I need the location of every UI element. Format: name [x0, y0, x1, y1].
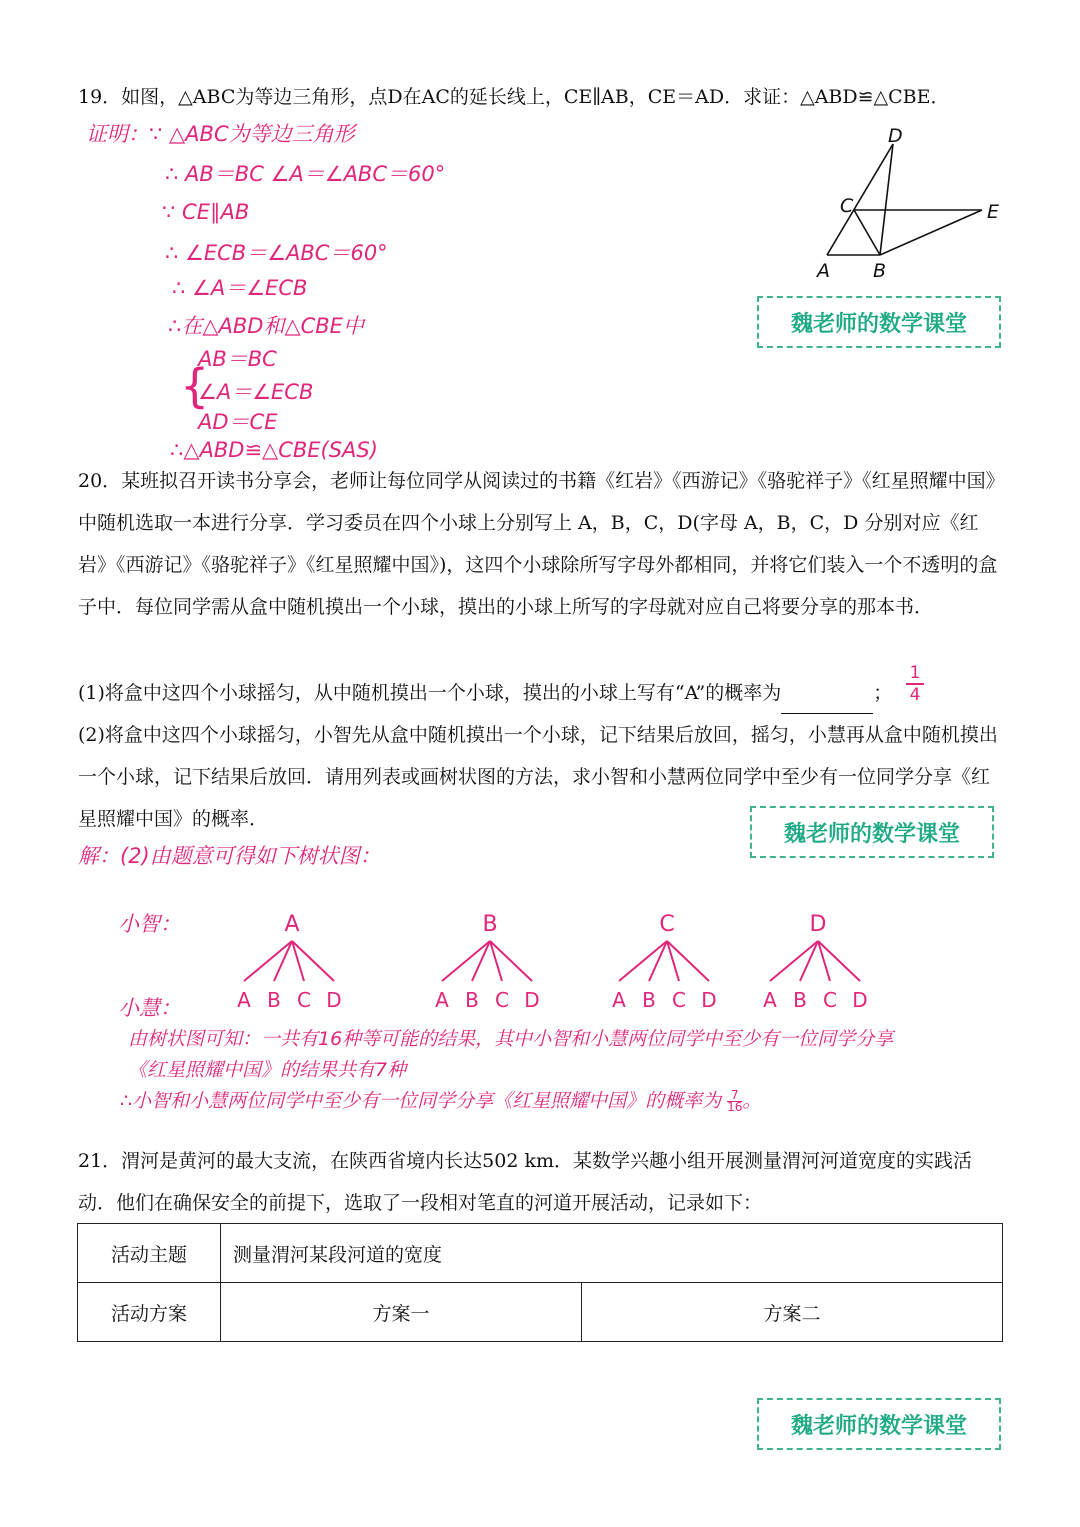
- tree-leaf-b: B: [642, 988, 656, 1012]
- tree-branch: [472, 941, 490, 981]
- q20-part1: [78, 672, 1003, 714]
- segment-ad: [827, 144, 893, 255]
- tree-leaf-b: B: [465, 988, 479, 1012]
- tree-root-c: C: [659, 912, 675, 937]
- proof-line-9: AD＝CE: [198, 410, 278, 434]
- segment-bd: [880, 144, 893, 255]
- label-a: A: [817, 260, 830, 282]
- proof-line-5: ∴ ∠A＝∠ECB: [172, 276, 308, 300]
- tree-branch: [800, 941, 818, 981]
- tree-leaf-c: C: [672, 988, 686, 1012]
- tree-leaf-a: A: [237, 988, 251, 1012]
- proof-line-7: AB＝BC: [198, 347, 277, 371]
- answer-blank: [781, 691, 873, 714]
- watermark-badge: 魏老师的数学课堂: [757, 1398, 1001, 1450]
- proof-line-2: ∴ AB＝BC ∠A＝∠ABC＝60°: [165, 162, 446, 186]
- conclusion-line-3-text: ∴小智和小慧两位同学中至少有一位同学分享《红星照耀中国》的概率为: [120, 1090, 722, 1112]
- conclusion-line-2: 《红星照耀中国》的结果共有7种: [128, 1059, 407, 1081]
- activity-table: [77, 1223, 1003, 1342]
- tree-label-xiaozhi: 小智：: [118, 912, 181, 936]
- tree-branch: [770, 941, 818, 981]
- tree-leaf-b: B: [267, 988, 281, 1012]
- answer1-denominator: 4: [909, 685, 921, 705]
- tree-branch: [274, 941, 292, 981]
- proof-line-4: ∴ ∠ECB＝∠ABC＝60°: [165, 241, 388, 265]
- table-plan-two: 方案二: [582, 1283, 1003, 1342]
- q19-text: 19．如图，△ABC为等边三角形，点D在AC的延长线上，CE∥AB，CE＝AD．求证：△ABD≌△CBE．: [78, 86, 950, 108]
- q21-text: 21．渭河是黄河的最大支流，在陕西省境内长达502 km．某数学兴趣小组开展测量渭河河道宽度的实践活动．他们在确保安全的前提下，选取了一段相对笔直的河道开展活动，记录如下：: [78, 1150, 973, 1214]
- tree-root-a: A: [284, 912, 300, 937]
- proof-line-6: ∴在△ABD和△CBE中: [168, 314, 364, 338]
- tree-leaf-d: D: [701, 988, 717, 1012]
- solution-intro: 解：(2)由题意可得如下树状图：: [78, 844, 381, 868]
- proof-line-8: ∠A＝∠ECB: [198, 380, 314, 404]
- conclusion-line-3: ∴小智和小慧两位同学中至少有一位同学分享《红星照耀中国》的概率为 $\frac{7}{16}$ 。: [120, 1088, 762, 1114]
- answer2-fraction: [727, 1090, 742, 1113]
- tree-branch: [442, 941, 490, 981]
- tree-leaf-a: A: [763, 988, 777, 1012]
- table-plan-one: 方案一: [221, 1283, 582, 1342]
- label-b: B: [873, 260, 887, 282]
- q20-part2: (2)将盒中这四个小球摇匀，小智先从盒中随机摸出一个小球，记下结果后放回，摇匀，小慧再从盒中随机摸出一个小球，记下结果后放回．请用列表或画树状图的方法，求小智和小慧两位同学中至少有一位同学分享《红星照耀中国》的概率．: [78, 724, 998, 830]
- proof-line-1: 证明：∵ △ABC为等边三角形: [86, 122, 355, 146]
- tree-leaf-d: D: [852, 988, 868, 1012]
- answer2-numerator: 7: [730, 1088, 739, 1102]
- watermark-badge: 魏老师的数学课堂: [750, 806, 994, 858]
- tree-leaf-a: A: [612, 988, 626, 1012]
- tree-branch: [649, 941, 667, 981]
- table-row: [78, 1224, 1003, 1283]
- tree-branch: [244, 941, 292, 981]
- proof-brace: {: [180, 359, 210, 413]
- q20-part1-text: (1)将盒中这四个小球摇匀，从中随机摸出一个小球，摸出的小球上写有“A”的概率为: [78, 682, 782, 704]
- conclusion-line-1: 由树状图可知：一共有16种等可能的结果，其中小智和小慧两位同学中至少有一位同学分享: [128, 1028, 894, 1050]
- segment-bc: [854, 210, 880, 255]
- watermark-badge: 魏老师的数学课堂: [757, 296, 1001, 348]
- tree-diagram: [200, 895, 920, 1025]
- q20-part1-end: ；: [873, 682, 893, 704]
- table-row: [78, 1283, 1003, 1342]
- table-theme-value: 测量渭河某段河道的宽度: [221, 1224, 1003, 1283]
- proof-line-3: ∵ CE∥AB: [162, 200, 250, 224]
- proof-line-10: ∴△ABD≌△CBE(SAS): [170, 438, 378, 462]
- tree-root-d: D: [809, 912, 827, 937]
- label-c: C: [840, 195, 854, 217]
- label-e: E: [987, 201, 1000, 223]
- answer1-fraction: [903, 664, 927, 704]
- tree-leaf-a: A: [435, 988, 449, 1012]
- tree-leaf-c: C: [823, 988, 837, 1012]
- segment-be: [880, 210, 982, 255]
- triangle-figure: [810, 120, 1030, 290]
- tree-root-b: B: [482, 912, 498, 937]
- tree-leaf-c: C: [297, 988, 311, 1012]
- table-head-theme: 活动主题: [78, 1224, 221, 1283]
- tree-leaf-d: D: [326, 988, 342, 1012]
- answer1-numerator: 1: [909, 663, 921, 683]
- q20-intro: 20．某班拟召开读书分享会，老师让每位同学从阅读过的书籍《红岩》《西游记》《骆驼祥子》《红星照耀中国》中随机选取一本进行分享．学习委员在四个小球上分别写上 A，B，C，D(字母 A，B，C，D 分别对应《红岩》《西游记》《骆驼祥子》《红星照耀中国》)，这四个小球除所写字母外都相同，并将它们装入一个不透明的盒子中．每位同学需从盒中随机摸出一个小球，摸出的小球上所写的字母就对应自己将要分享的那本书．: [78, 470, 998, 618]
- tree-leaf-b: B: [793, 988, 807, 1012]
- tree-label-xiaohui: 小慧：: [118, 996, 181, 1020]
- tree-leaf-d: D: [524, 988, 540, 1012]
- tree-branch: [619, 941, 667, 981]
- label-d: D: [888, 125, 903, 147]
- answer2-denominator: 16: [727, 1100, 743, 1114]
- table-head-plan: 活动方案: [78, 1283, 221, 1342]
- tree-leaf-c: C: [495, 988, 509, 1012]
